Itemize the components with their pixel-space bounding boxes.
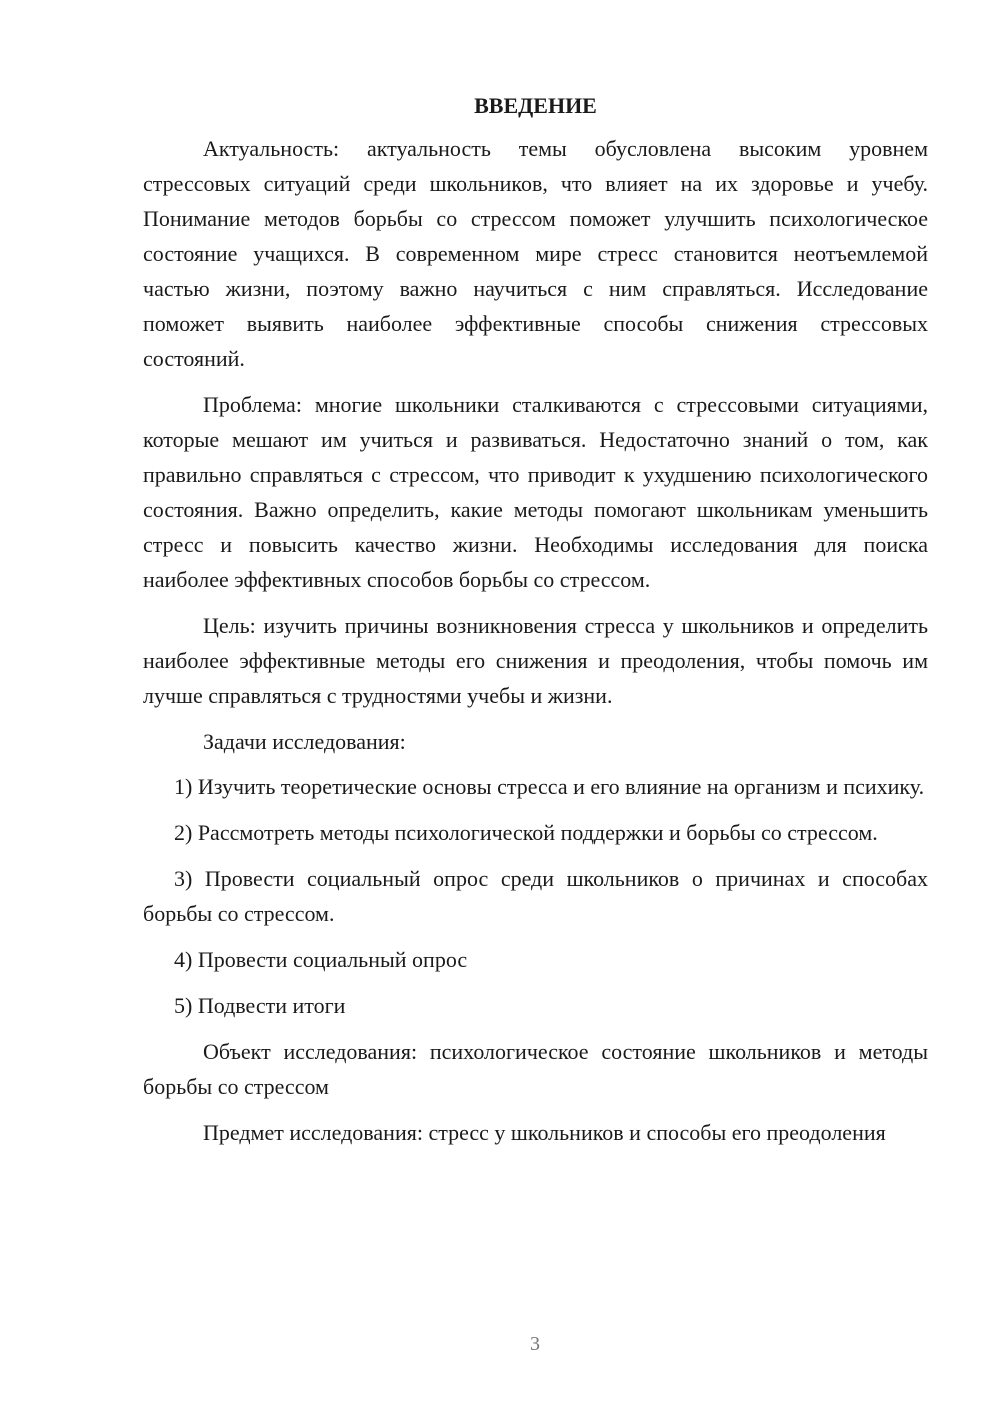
subject-paragraph: Предмет исследования: стресс у школьников и способы его преодоления — [203, 1120, 886, 1145]
object-paragraph: Объект исследования: психологическое состояние школьников и методы борьбы со стрессом — [143, 1039, 928, 1099]
problem-paragraph: Проблема: многие школьники сталкиваются с стрессовыми ситуациями, которые мешают им учиться и развиваться. Недостаточно знаний о том, как правильно справляться с стрессом, что приводит к ухудшению психологического состояния. Важно определить, какие методы помогают школьникам уменьшить стресс и повысить качество жизни. Необходимы исследования для поиска наиболее эффективных способов борьбы со стрессом. — [143, 392, 928, 592]
task-item: 1) Изучить теоретические основы стресса и его влияние на организм и психику. — [174, 774, 925, 799]
document-title: ВВЕДЕНИЕ — [474, 93, 597, 118]
task-item: 3) Провести социальный опрос среди школьников о причинах и способах борьбы со стрессом. — [143, 866, 928, 926]
task-item: 2) Рассмотреть методы психологической поддержки и борьбы со стрессом. — [174, 820, 878, 845]
page-number: 3 — [530, 1333, 540, 1355]
task-item: 4) Провести социальный опрос — [174, 947, 468, 972]
document-page — [143, 88, 928, 1161]
tasks-heading: Задачи исследования: — [203, 729, 406, 754]
relevance-paragraph: Актуальность: актуальность темы обусловлена высоким уровнем стрессовых ситуаций среди школьников, что влияет на их здоровье и учебу. Понимание методов борьбы со стрессом поможет улучшить психологическое состояние учащихся. В современном мире стресс становится неотъемлемой частью жизни, поэтому важно научиться с ним справляться. Исследование поможет выявить наиболее эффективные способы снижения стрессовых состояний. — [143, 136, 928, 371]
task-item: 5) Подвести итоги — [174, 993, 346, 1018]
goal-paragraph: Цель: изучить причины возникновения стресса у школьников и определить наиболее эффективные методы его снижения и преодоления, чтобы помочь им лучше справляться с трудностями учебы и жизни. — [143, 613, 928, 708]
